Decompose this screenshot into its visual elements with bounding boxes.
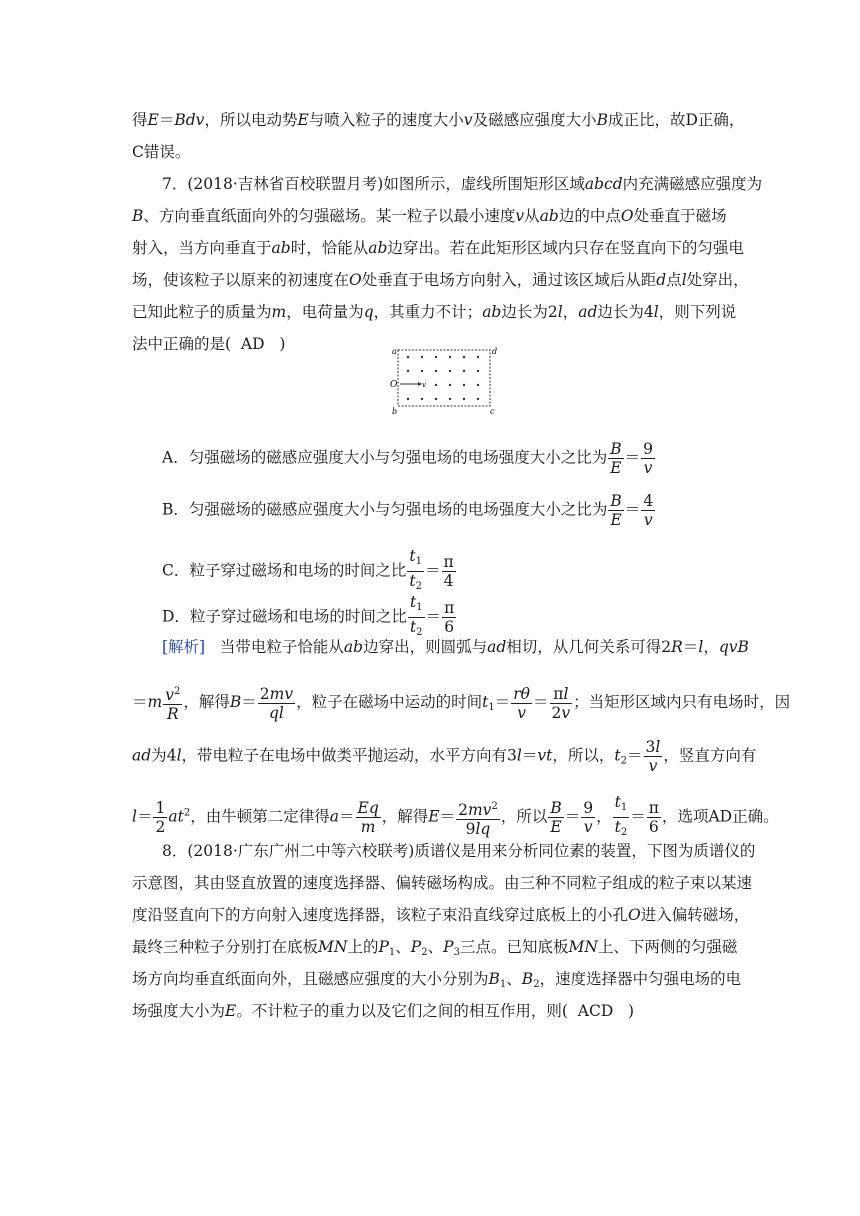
field-dot <box>477 356 479 358</box>
intro-line-1: 得E＝Bdv，所以电动势E与喷入粒子的速度大小v及磁感应强度大小B成正比，故D正确， <box>132 111 745 129</box>
q7-line-4: 场，使该粒子以原来的初速度在O处垂直于电场方向射入，通过该区域后从距d点l处穿出， <box>132 271 749 289</box>
field-dot <box>449 370 451 372</box>
field-dot <box>463 398 465 400</box>
option-c: C．粒子穿过磁场和电场的时间之比 $\frac{t_1}{t_2}$ ＝ $\frac{\pi}{4}$ <box>162 547 454 592</box>
field-diagram <box>380 342 510 420</box>
field-dots <box>407 356 479 400</box>
velocity-label: v <box>422 381 426 389</box>
field-dot <box>477 370 479 372</box>
q8-line-4: 最终三种粒子分别打在底板MN上的$P_1$、$P_2$、$P_3$三点。已知底板MN上、下两侧的匀强磁 <box>132 938 738 958</box>
analysis-line-2: ＝m $\frac{v^2}{R}$ ，解得B＝ $\frac{2mv}{ql}$ ，粒子在磁场中运动的时间$t_1=$ $\frac{r\theta}{v}$ ＝ $\frac{\pi l}{2v}$ ；当矩形区域内只有电场时，因 <box>132 684 791 723</box>
q8-line-2: 示意图，其由竖直放置的速度选择器、偏转磁场构成。由三种不同粒子组成的粒子束以某速 <box>132 874 753 892</box>
analysis-line-1: [解析] 当带电粒子恰能从ab边穿出，则圆弧与ad相切，从几何关系可得2R＝l，qvB <box>162 638 749 656</box>
corner-b: b <box>392 407 398 416</box>
point-o: O <box>390 380 398 390</box>
analysis-line-3: ad为4l，带电粒子在电场中做类平抛运动，水平方向有3l＝vt，所以，$t_2=$ $\frac{3l}{v}$ ，竖直方向有 <box>132 738 757 775</box>
field-dot <box>435 370 437 372</box>
q8-line-5: 场方向均垂直纸面向外，且磁感应强度的大小分别为$B_1$、$B_2$，速度选择器中匀强电场的电 <box>132 970 742 990</box>
field-dot <box>477 398 479 400</box>
option-a: A．匀强磁场的磁感应强度大小与匀强电场的电场强度大小之比为 $\frac{B}{E}$ ＝ $\frac{9}{v}$ <box>162 440 653 477</box>
field-dot <box>477 384 479 386</box>
option-b: B．匀强磁场的磁感应强度大小与匀强电场的电场强度大小之比为 $\frac{B}{E}$ ＝ $\frac{4}{v}$ <box>162 492 654 529</box>
field-dot <box>435 356 437 358</box>
field-dot <box>407 398 409 400</box>
q7-line-5: 已知此粒子的质量为m，电荷量为q，其重力不计；ab边长为2l，ad边长为4l，则下列说 <box>132 303 737 321</box>
corner-d: d <box>492 347 498 356</box>
field-dot <box>421 370 423 372</box>
field-dot <box>435 398 437 400</box>
field-dot <box>421 356 423 358</box>
q7-line-2: B、方向垂直纸面向外的匀强磁场。某一粒子以最小速度v从ab边的中点O处垂直于磁场 <box>132 207 727 225</box>
field-dot <box>449 356 451 358</box>
field-dot <box>407 370 409 372</box>
q7-line-1: 7．(2018·吉林省百校联盟月考)如图所示，虚线所围矩形区域abcd内充满磁感应强度为 <box>162 175 763 193</box>
field-dot <box>463 356 465 358</box>
analysis-tag: [解析] <box>162 638 206 656</box>
field-dot <box>449 384 451 386</box>
q7-line-3: 射入，当方向垂直于ab时，恰能从ab边穿出。若在此矩形区域内只存在竖直向下的匀强电 <box>132 239 744 257</box>
q8-answer: ACD <box>577 1002 614 1020</box>
q8-line-1: 8．(2018·广东广州二中等六校联考)质谱仪是用来分析同位素的装置，下图为质谱仪的 <box>162 842 756 860</box>
field-dot <box>421 398 423 400</box>
q7-answer: AD <box>240 335 265 353</box>
analysis-line-4: l＝ $\frac{1}{2}$ $at^2$，由牛顿第二定律得a＝ $\frac{Eq}{m}$ ，解得E＝ $\frac{2mv^2}{9lq}$ ，所以 $\frac{B}{E}$ ＝ $\frac{9}{v}$ ， $\frac{t_1}{t_2}$ ＝ $\frac{\pi}{6}$ ，选项AD正确。 <box>132 793 779 838</box>
field-rectangle <box>398 350 490 406</box>
q8-line-6: 场强度大小为E。不计粒子的重力以及它们之间的相互作用，则( ACD ) <box>132 1002 635 1020</box>
field-dot <box>449 398 451 400</box>
intro-line-2: C错误。 <box>132 143 191 161</box>
field-dot <box>407 356 409 358</box>
corner-c: c <box>490 407 495 416</box>
option-d: D．粒子穿过磁场和电场的时间之比 $\frac{t_1}{t_2}$ ＝ $\frac{\pi}{6}$ <box>162 593 455 638</box>
field-dot <box>435 384 437 386</box>
q7-line-6: 法中正确的是( AD ) <box>132 335 286 353</box>
corner-a: a <box>392 347 397 356</box>
field-dot <box>463 370 465 372</box>
q8-line-3: 度沿竖直向下的方向射入速度选择器，该粒子束沿直线穿过底板上的小孔O进入偏转磁场， <box>132 906 750 924</box>
field-dot <box>463 384 465 386</box>
